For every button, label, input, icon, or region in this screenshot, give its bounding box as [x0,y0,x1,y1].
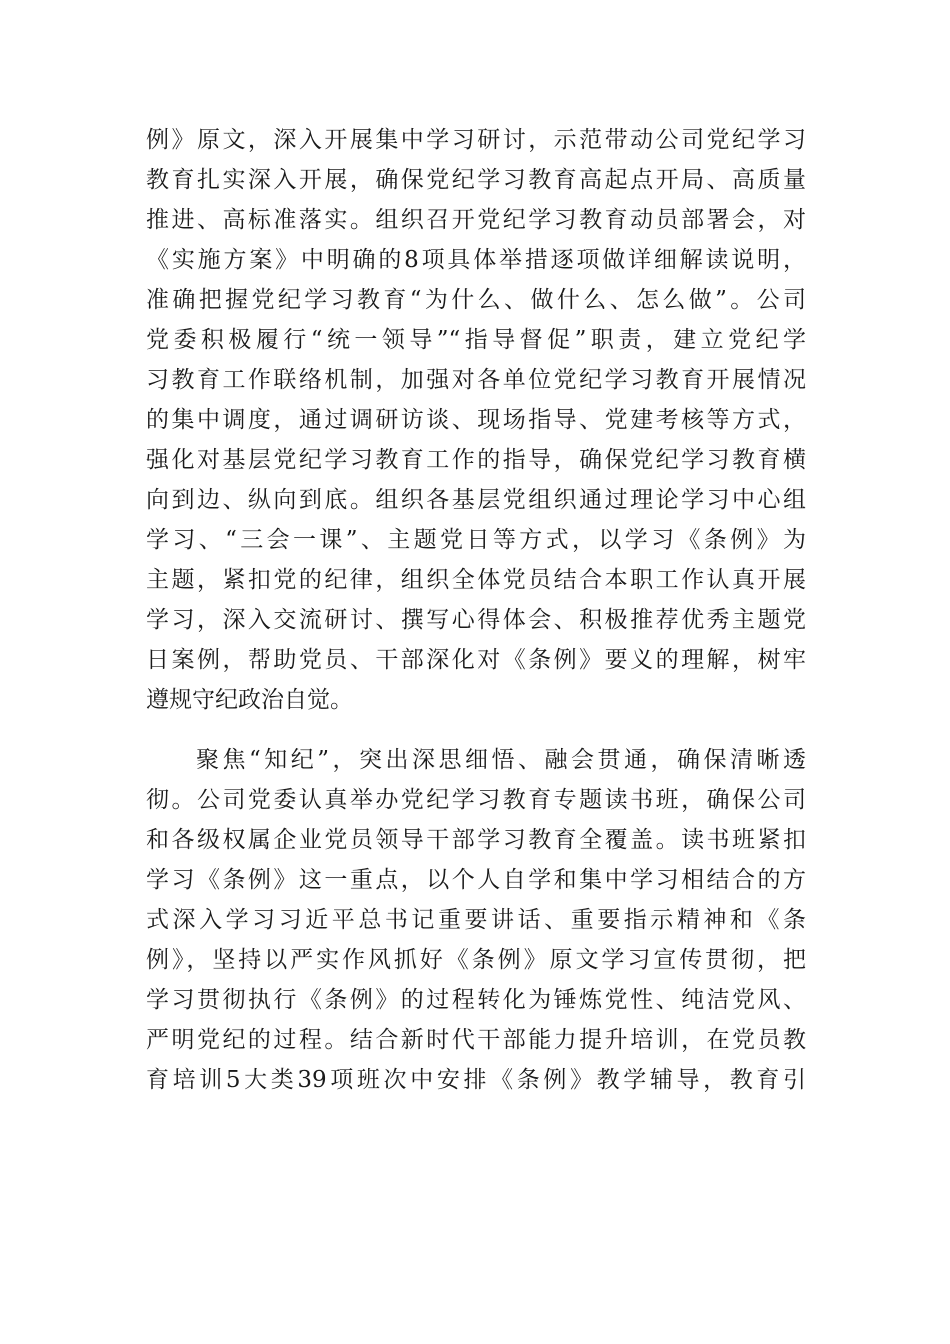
text-line: 教育扎实深入开展，确保党纪学习教育高起点开局、高质量 [146,167,806,193]
text-line: 严明党纪的过程。结合新时代干部能力提升培训，在党员教 [146,1027,806,1053]
text-line: 例》原文，深入开展集中学习研讨，示范带动公司党纪学习 [146,127,806,153]
text-line: 准确把握党纪学习教育“为什么、做什么、怎么做”。公司 [146,287,806,313]
text-line: 习教育工作联络机制，加强对各单位党纪学习教育开展情况 [146,367,806,393]
text-line: 和各级权属企业党员领导干部学习教育全覆盖。读书班紧扣 [146,827,806,853]
text-line: 育培训5大类39项班次中安排《条例》教学辅导，教育引 [146,1067,806,1093]
text-line: 的集中调度，通过调研访谈、现场指导、党建考核等方式， [146,407,806,433]
text-line: 向到边、纵向到底。组织各基层党组织通过理论学习中心组 [146,487,806,513]
text-line: 日案例，帮助党员、干部深化对《条例》要义的理解，树牢 [146,647,806,673]
text-line: 例》，坚持以严实作风抓好《条例》原文学习宣传贯彻，把 [146,947,806,973]
text-line: 学习贯彻执行《条例》的过程转化为锤炼党性、纯洁党风、 [146,987,806,1013]
text-line: 主题，紧扣党的纪律，组织全体党员结合本职工作认真开展 [146,567,806,593]
text-line: 彻。公司党委认真举办党纪学习教育专题读书班，确保公司 [146,787,806,813]
text-line: 学习，深入交流研讨、撰写心得体会、积极推荐优秀主题党 [146,607,806,633]
text-line: 遵规守纪政治自觉。 [146,687,353,713]
text-line: 学习、“三会一课”、主题党日等方式，以学习《条例》为 [146,527,806,553]
text-line: 推进、高标准落实。组织召开党纪学习教育动员部署会，对 [146,207,806,233]
text-line: 学习《条例》这一重点，以个人自学和集中学习相结合的方 [146,867,806,893]
text-line: 强化对基层党纪学习教育工作的指导，确保党纪学习教育横 [146,447,806,473]
text-line: 党委积极履行“统一领导”“指导督促”职责，建立党纪学 [146,327,806,353]
text-line: 聚焦“知纪”，突出深思细悟、融会贯通，确保清晰透 [196,747,806,773]
text-line: 《实施方案》中明确的8项具体举措逐项做详细解读说明， [146,247,806,273]
text-line: 式深入学习习近平总书记重要讲话、重要指示精神和《条 [146,907,806,933]
